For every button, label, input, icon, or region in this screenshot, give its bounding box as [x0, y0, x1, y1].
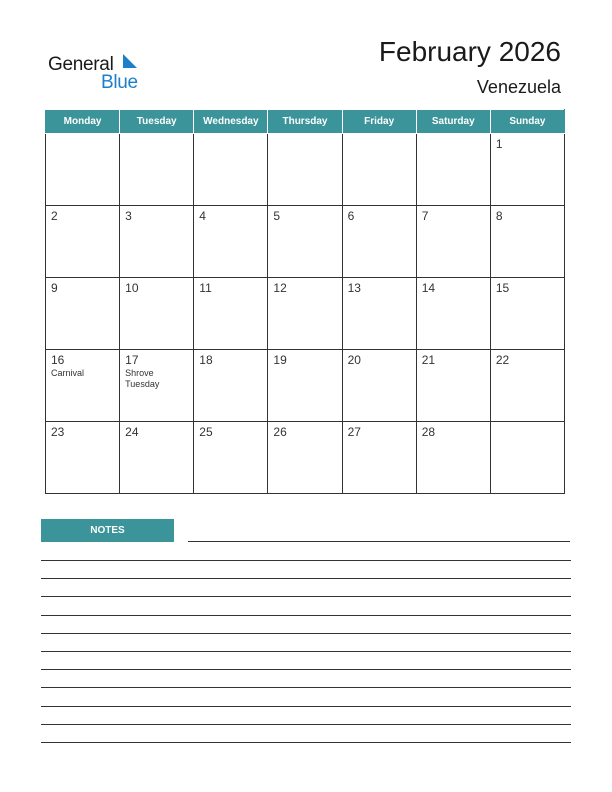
day-number: 2: [51, 209, 58, 223]
notes-line: [41, 596, 571, 597]
notes-line: [41, 669, 571, 670]
day-number: 19: [273, 353, 287, 367]
day-cell: [416, 134, 490, 206]
day-cell: [342, 206, 416, 278]
day-cell: [194, 350, 268, 422]
day-number: 11: [199, 281, 212, 295]
day-cell: [194, 422, 268, 494]
week-row: [46, 206, 565, 278]
weekday-header: Tuesday: [120, 110, 194, 134]
day-number: 9: [51, 281, 58, 295]
day-cell: [416, 206, 490, 278]
logo-triangle-icon: [123, 54, 137, 68]
day-number: 6: [347, 209, 355, 223]
day-cell: [490, 350, 564, 422]
week-row: [46, 350, 565, 422]
notes-line: [41, 615, 571, 616]
day-cell: [46, 422, 120, 494]
logo: [48, 52, 158, 92]
day-number: 16: [51, 353, 65, 367]
notes-line: [41, 578, 571, 579]
day-cell: [416, 278, 490, 350]
week-row: [46, 134, 565, 206]
day-number: 27: [347, 425, 361, 439]
day-number: 17: [125, 353, 139, 367]
day-cell: [120, 278, 194, 350]
page-title: February 2026: [378, 36, 561, 67]
weekday-header: Sunday: [490, 110, 564, 134]
calendar-grid: [45, 109, 565, 494]
day-number: 3: [125, 209, 132, 223]
day-cell: [268, 278, 342, 350]
day-number: 25: [199, 425, 213, 439]
day-cell: [268, 134, 342, 206]
day-number: 13: [347, 281, 361, 295]
day-number: 26: [273, 425, 287, 439]
day-cell: [342, 134, 416, 206]
day-cell: [268, 422, 342, 494]
day-cell: [342, 278, 416, 350]
day-cell: [46, 134, 120, 206]
weekday-header-row: [46, 110, 565, 134]
week-row: [46, 422, 565, 494]
day-cell: [490, 206, 564, 278]
day-number: 10: [125, 281, 139, 295]
weekday-header: Thursday: [268, 110, 342, 134]
day-cell: [120, 422, 194, 494]
day-number: 21: [421, 353, 436, 367]
day-cell: [342, 350, 416, 422]
day-cell: [46, 206, 120, 278]
day-number: 14: [421, 281, 436, 295]
weekday-header: Saturday: [416, 110, 490, 134]
day-number: 8: [495, 209, 503, 223]
day-cell: [490, 278, 564, 350]
weekday-header: Monday: [46, 110, 120, 134]
notes-line: [41, 651, 571, 652]
day-cell: [268, 350, 342, 422]
day-number: 1: [495, 137, 503, 151]
day-number: 12: [273, 281, 287, 295]
day-number: 23: [51, 425, 65, 439]
notes-line: [41, 706, 571, 707]
day-number: 15: [495, 281, 510, 295]
day-number: 20: [347, 353, 361, 367]
day-cell: [120, 350, 194, 422]
notes-line: [41, 687, 571, 688]
notes-line: [188, 541, 570, 542]
day-number: 28: [421, 425, 436, 439]
country-name: Venezuela: [476, 77, 561, 97]
notes-line: [41, 724, 571, 725]
holiday-label: Carnival: [51, 368, 85, 378]
weekday-header: Friday: [342, 110, 416, 134]
day-number: 24: [125, 425, 139, 439]
day-number: 22: [495, 353, 510, 367]
day-cell: [268, 206, 342, 278]
day-cell: [342, 422, 416, 494]
day-cell: [46, 350, 120, 422]
day-number: 7: [421, 209, 429, 223]
week-row: [46, 278, 565, 350]
day-number: 5: [273, 209, 281, 223]
notes-line: [41, 633, 571, 634]
logo-blue-text: Blue: [101, 72, 138, 93]
day-cell: [120, 134, 194, 206]
day-cell: [416, 422, 490, 494]
notes-label: NOTES: [41, 519, 174, 542]
day-cell: [490, 134, 564, 206]
notes-line: [41, 560, 571, 561]
holiday-label: Shrove Tuesday: [125, 368, 160, 389]
day-number: 18: [199, 353, 213, 367]
day-cell: [194, 134, 268, 206]
day-cell: [416, 350, 490, 422]
day-cell: [194, 278, 268, 350]
notes-line: [41, 742, 571, 743]
day-cell: [490, 422, 564, 494]
weekday-header: Wednesday: [194, 110, 268, 134]
day-cell: [46, 278, 120, 350]
day-cell: [194, 206, 268, 278]
logo-general-text: General: [48, 54, 114, 75]
day-number: 4: [199, 209, 206, 223]
day-cell: [120, 206, 194, 278]
